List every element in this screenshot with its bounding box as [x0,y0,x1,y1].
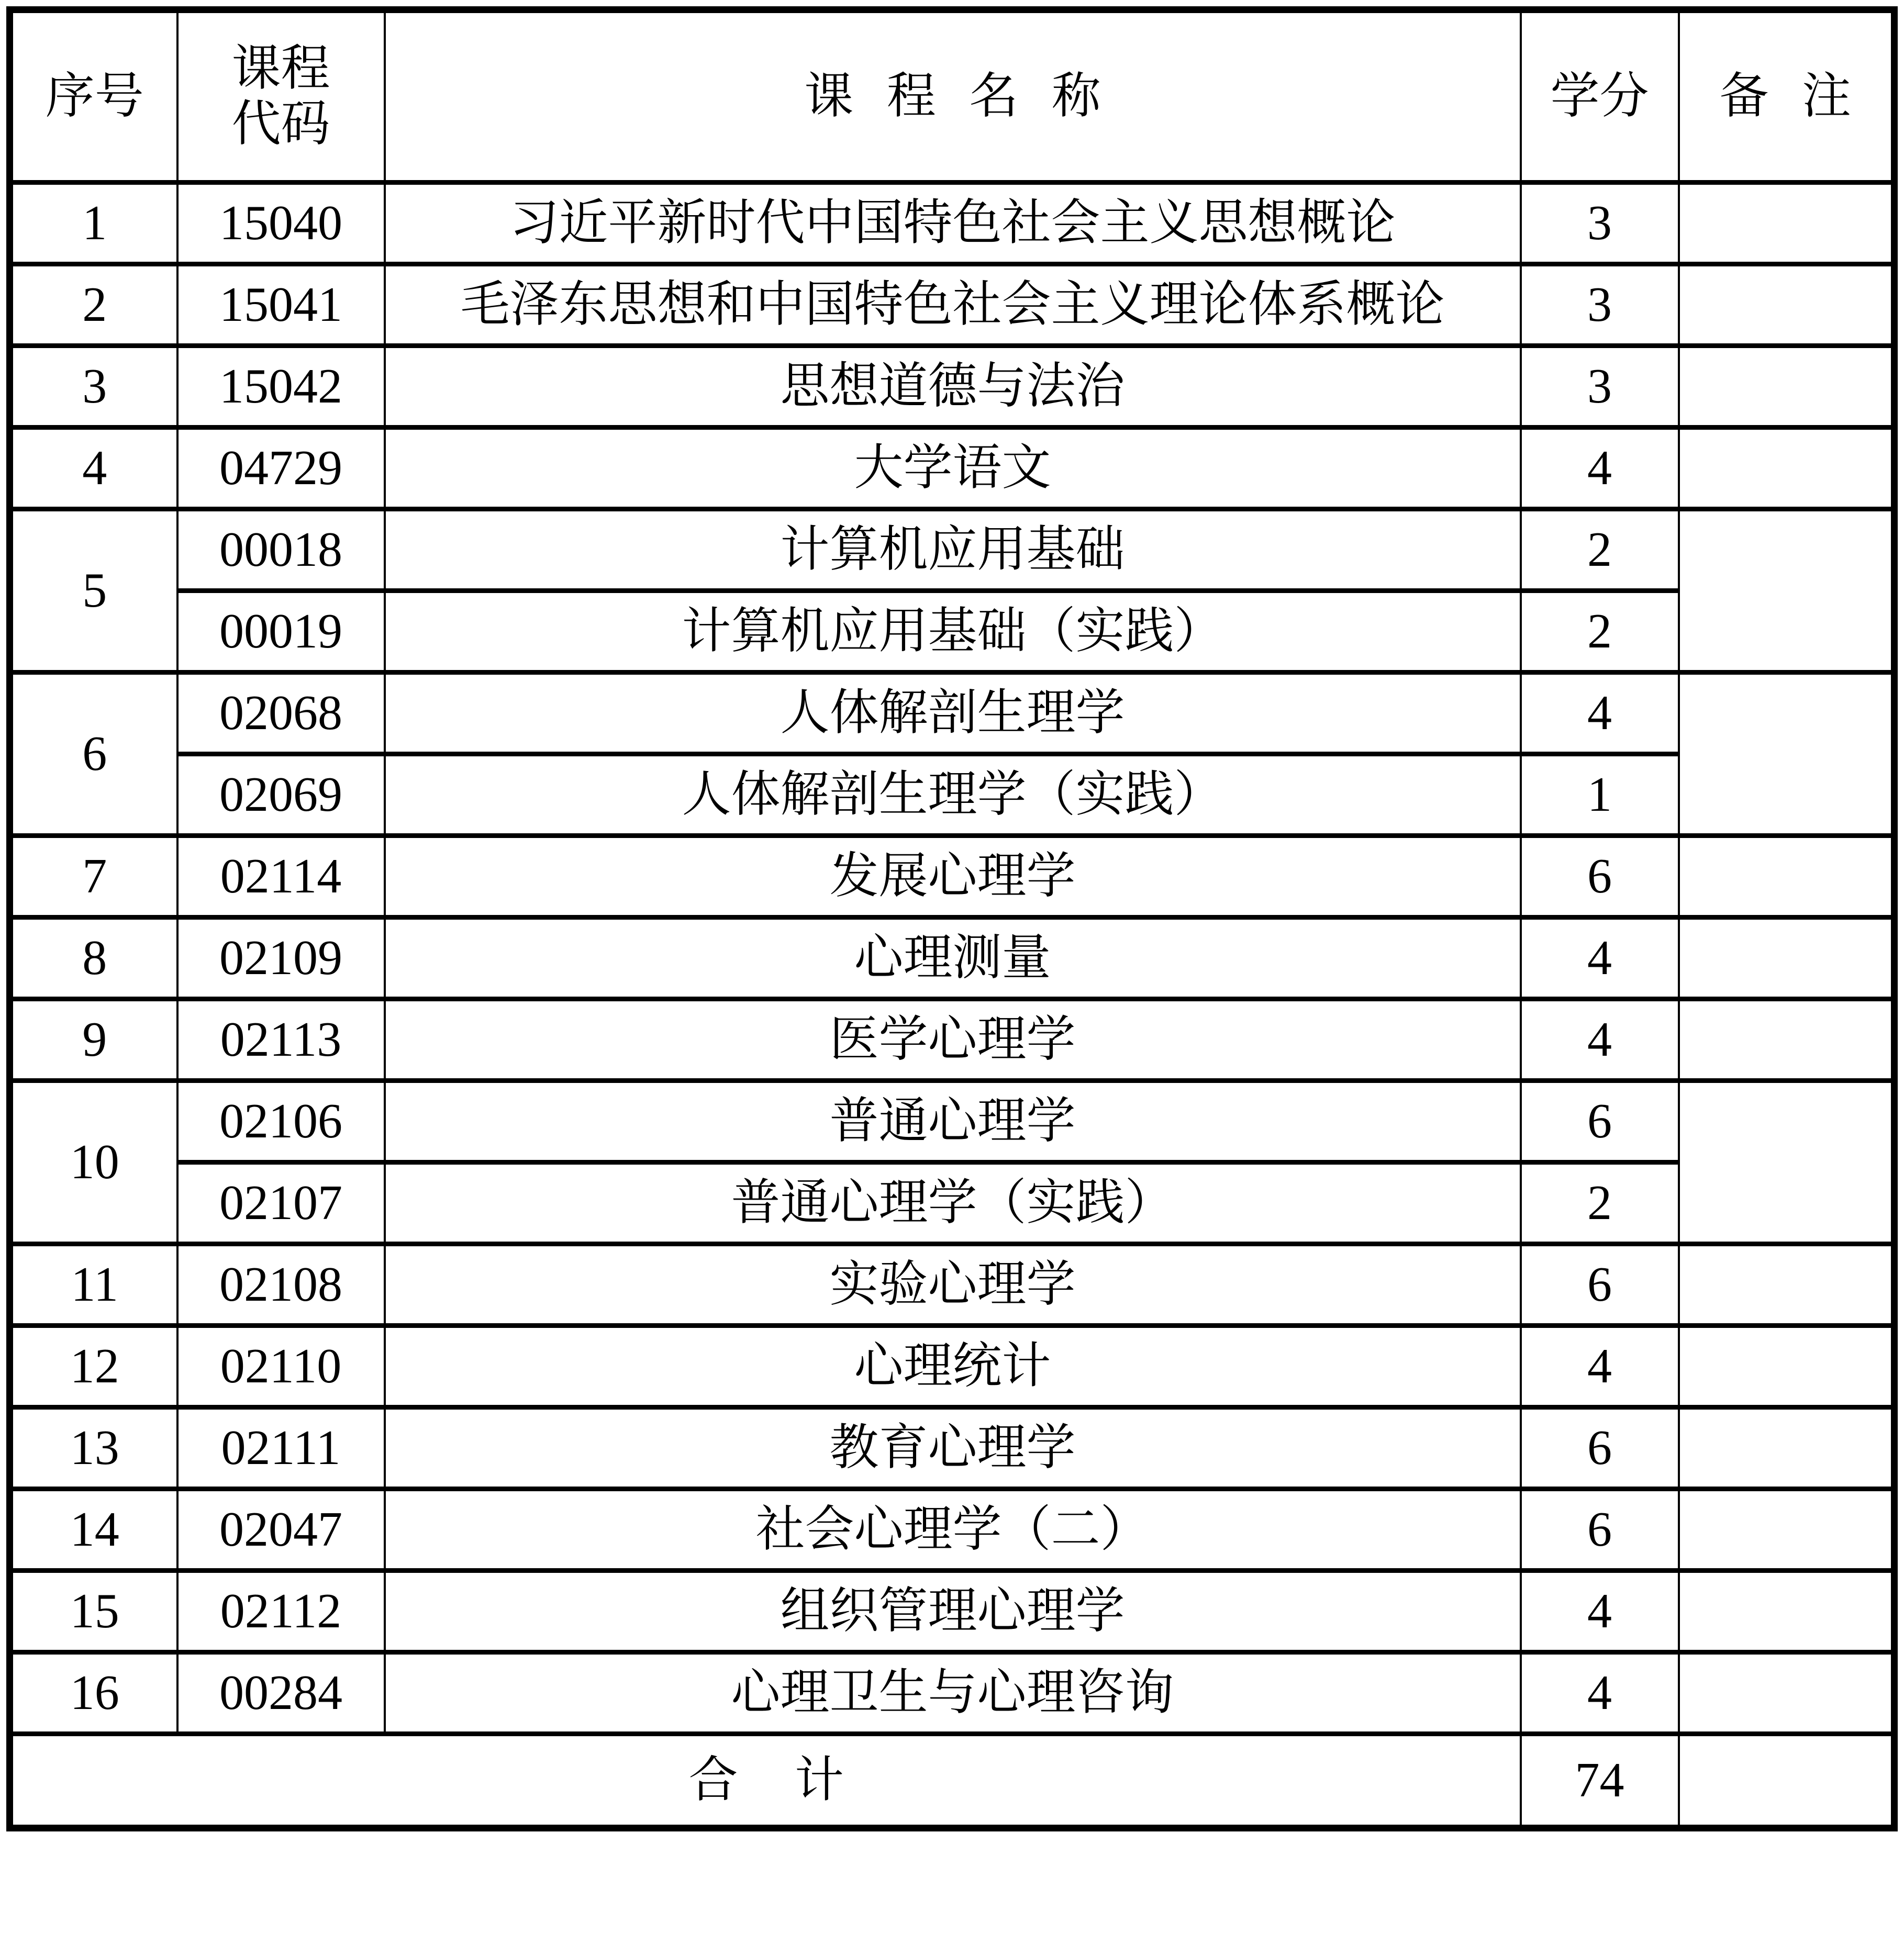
credits-cell: 6 [1521,1081,1679,1163]
seq-cell: 13 [10,1407,177,1489]
table-row [10,1244,1895,1326]
seq-cell: 10 [10,1081,177,1244]
course-name-cell: 教育心理学 [385,1407,1521,1489]
course-name-cell: 普通心理学（实践） [385,1163,1521,1244]
seq-cell: 9 [10,999,177,1081]
credits-cell: 6 [1521,836,1679,918]
course-name-cell: 大学语文 [385,428,1521,509]
table-row-group-sub [10,754,1895,836]
remarks-cell [1679,836,1895,918]
remarks-cell [1679,1571,1895,1652]
course-name-cell: 组织管理心理学 [385,1571,1521,1652]
seq-cell: 2 [10,264,177,346]
course-name-cell: 毛泽东思想和中国特色社会主义理论体系概论 [385,264,1521,346]
table-row [10,346,1895,428]
remarks-cell [1679,1081,1895,1244]
header-course-code-line1: 课程 [231,41,330,96]
total-remarks-cell [1679,1734,1895,1828]
code-cell: 02113 [177,999,385,1081]
seq-cell: 8 [10,918,177,999]
header-seq: 序号 [10,10,177,183]
table-row [10,1489,1895,1571]
credits-cell: 4 [1521,428,1679,509]
course-name-cell: 计算机应用基础（实践） [385,591,1521,673]
remarks-cell [1679,1326,1895,1407]
remarks-cell [1679,264,1895,346]
table-row [10,999,1895,1081]
header-course-code-line2: 代码 [231,96,330,151]
total-row [10,1734,1895,1828]
total-label-cell: 合 计 [10,1734,1521,1828]
credits-cell: 4 [1521,999,1679,1081]
remarks-cell [1679,428,1895,509]
remarks-cell [1679,999,1895,1081]
header-credits: 学分 [1521,10,1679,183]
table-row [10,1326,1895,1407]
remarks-cell [1679,673,1895,836]
course-name-cell: 思想道德与法治 [385,346,1521,428]
remarks-cell [1679,1407,1895,1489]
table-row [10,264,1895,346]
code-cell: 00019 [177,591,385,673]
credits-cell: 4 [1521,1326,1679,1407]
seq-cell: 7 [10,836,177,918]
code-cell: 15042 [177,346,385,428]
table-row [10,1407,1895,1489]
code-cell: 04729 [177,428,385,509]
table-row [10,918,1895,999]
credits-cell: 6 [1521,1244,1679,1326]
credits-cell: 4 [1521,673,1679,754]
header-course-name: 课 程 名 称 [385,10,1521,183]
course-name-cell: 普通心理学 [385,1081,1521,1163]
code-cell: 15040 [177,183,385,264]
total-credits-cell: 74 [1521,1734,1679,1828]
credits-cell: 4 [1521,1652,1679,1734]
seq-cell: 15 [10,1571,177,1652]
seq-cell: 1 [10,183,177,264]
course-plan-table [6,6,1898,1831]
table-row-group-sub [10,1163,1895,1244]
course-name-cell: 人体解剖生理学（实践） [385,754,1521,836]
seq-cell: 3 [10,346,177,428]
table-row [10,428,1895,509]
table-row-group-start [10,673,1895,754]
seq-cell: 4 [10,428,177,509]
seq-cell: 11 [10,1244,177,1326]
code-cell: 02111 [177,1407,385,1489]
course-name-cell: 心理统计 [385,1326,1521,1407]
credits-cell: 2 [1521,591,1679,673]
course-name-cell: 实验心理学 [385,1244,1521,1326]
code-cell: 02112 [177,1571,385,1652]
code-cell: 02069 [177,754,385,836]
code-cell: 02114 [177,836,385,918]
credits-cell: 3 [1521,183,1679,264]
header-remarks: 备 注 [1679,10,1895,183]
remarks-cell [1679,509,1895,673]
credits-cell: 6 [1521,1407,1679,1489]
table-row-group-sub [10,591,1895,673]
table-row-group-start [10,1081,1895,1163]
table-row [10,836,1895,918]
code-cell: 00284 [177,1652,385,1734]
code-cell: 00018 [177,509,385,591]
remarks-cell [1679,1489,1895,1571]
course-name-cell: 心理测量 [385,918,1521,999]
table-row [10,1571,1895,1652]
table-row-group-start [10,509,1895,591]
course-name-cell: 人体解剖生理学 [385,673,1521,754]
remarks-cell [1679,183,1895,264]
seq-cell: 14 [10,1489,177,1571]
header-course-code [177,10,385,183]
remarks-cell [1679,346,1895,428]
code-cell: 02107 [177,1163,385,1244]
credits-cell: 6 [1521,1489,1679,1571]
seq-cell: 16 [10,1652,177,1734]
table-row [10,1652,1895,1734]
course-name-cell: 习近平新时代中国特色社会主义思想概论 [385,183,1521,264]
seq-cell: 12 [10,1326,177,1407]
course-name-cell: 心理卫生与心理咨询 [385,1652,1521,1734]
code-cell: 02108 [177,1244,385,1326]
credits-cell: 4 [1521,1571,1679,1652]
remarks-cell [1679,918,1895,999]
credits-cell: 3 [1521,346,1679,428]
credits-cell: 2 [1521,509,1679,591]
credits-cell: 3 [1521,264,1679,346]
seq-cell: 6 [10,673,177,836]
remarks-cell [1679,1652,1895,1734]
credits-cell: 4 [1521,918,1679,999]
code-cell: 02068 [177,673,385,754]
course-name-cell: 社会心理学（二） [385,1489,1521,1571]
code-cell: 02106 [177,1081,385,1163]
seq-cell: 5 [10,509,177,673]
course-name-cell: 计算机应用基础 [385,509,1521,591]
course-name-cell: 医学心理学 [385,999,1521,1081]
code-cell: 02047 [177,1489,385,1571]
course-name-cell: 发展心理学 [385,836,1521,918]
code-cell: 02109 [177,918,385,999]
code-cell: 15041 [177,264,385,346]
header-row [10,10,1895,183]
credits-cell: 1 [1521,754,1679,836]
table-row [10,183,1895,264]
code-cell: 02110 [177,1326,385,1407]
remarks-cell [1679,1244,1895,1326]
credits-cell: 2 [1521,1163,1679,1244]
